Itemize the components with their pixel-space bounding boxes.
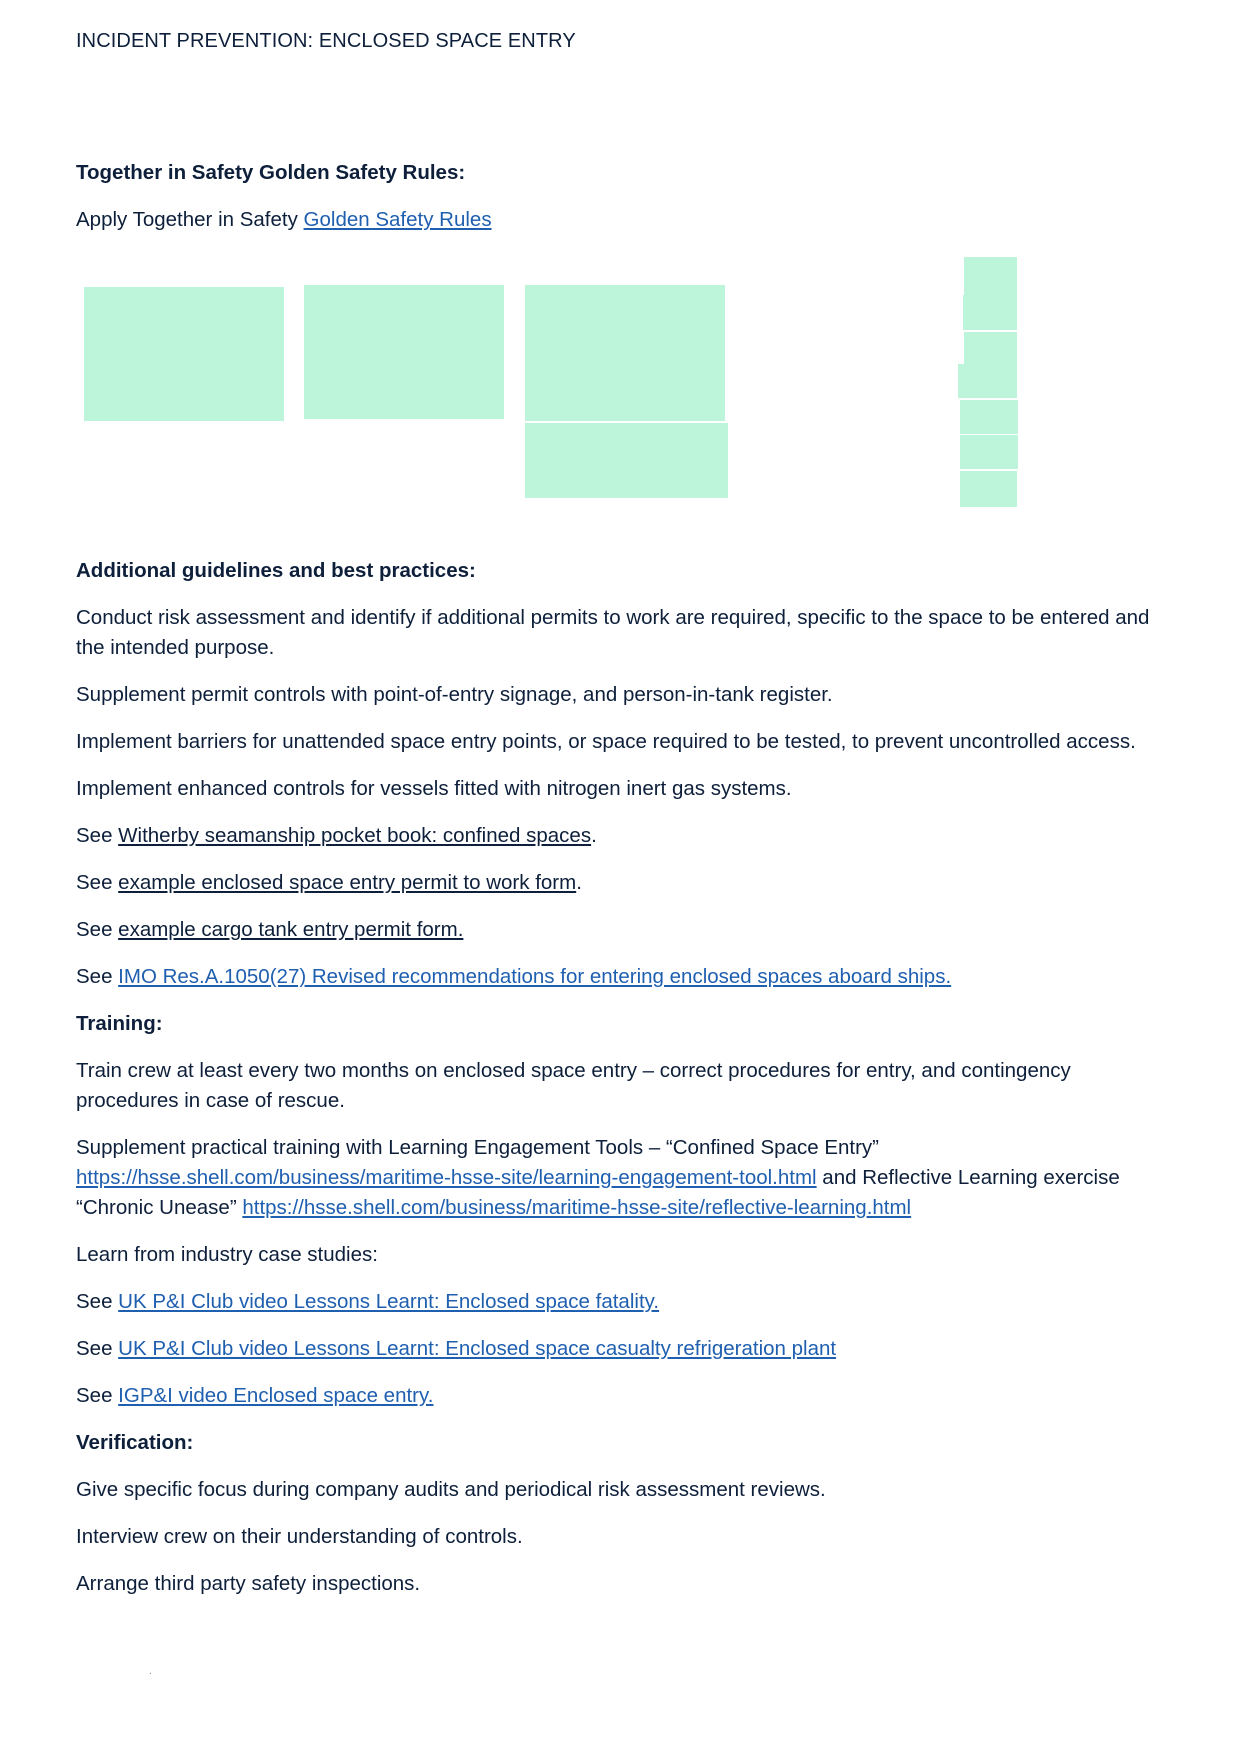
golden-rules-heading: Together in Safety Golden Safety Rules: [76,161,466,184]
icon-stack-tile [963,295,1017,330]
guideline-nitrogen: Implement enhanced controls for vessels fitted with nitrogen inert gas systems. [76,777,792,800]
imo-resolution-link[interactable]: IMO Res.A.1050(27) Revised recommendations for entering enclosed spaces aboard ships. [118,965,952,988]
witherby-link[interactable]: Witherby seamanship pocket book: confined spaces [118,824,592,847]
training-reflective-text: and Reflective Learning exercise “Chronic Unease” [76,1166,1120,1219]
icon-stack-tile [960,435,1018,469]
training-case-studies: Learn from industry case studies: [76,1243,378,1266]
golden-rules-text: Apply Together in Safety [76,208,304,231]
see-imo [76,962,1176,992]
training-frequency: Train crew at least every two months on enclosed space entry – correct procedures for entry, and contingency procedures in case of rescue. [76,1059,1071,1112]
see-label: See [76,871,119,894]
page-header: INCIDENT PREVENTION: ENCLOSED SPACE ENTRY [76,30,576,52]
training-heading: Training: [76,1012,163,1035]
guideline-risk-assessment: Conduct risk assessment and identify if additional permits to work are required, specific to the space to be entered and the intended purpose. [76,606,1150,659]
icon-stack-tile [960,400,1018,434]
icon-stack-tile [960,471,1017,507]
see-label: See [76,1384,119,1407]
period: . [591,824,597,847]
document-body [76,158,1176,1616]
guidelines-heading: Additional guidelines and best practices: [76,559,476,582]
permit-form-link[interactable]: example enclosed space entry permit to work form [118,871,577,894]
see-permit-form [76,868,1176,898]
guideline-barriers: Implement barriers for unattended space entry points, or space required to be tested, to prevent uncontrolled access. [76,730,1136,753]
icon-stack-tile [964,332,1017,364]
golden-rule-image-3 [525,285,725,421]
guideline-permit-controls: Supplement permit controls with point-of-entry signage, and person-in-tank register. [76,683,833,706]
reflective-learning-link[interactable]: https://hsse.shell.com/business/maritime-hsse-site/reflective-learning.html [242,1196,912,1219]
verification-interview: Interview crew on their understanding of controls. [76,1525,523,1548]
learning-engagement-tool-link[interactable]: https://hsse.shell.com/business/maritime-hsse-site/learning-engagement-tool.html [76,1166,817,1189]
see-witherby [76,821,1176,851]
golden-rules-paragraph [76,205,1176,235]
footer-mark: . [149,1666,152,1677]
igpi-video-link[interactable]: IGP&I video Enclosed space entry. [118,1384,434,1407]
see-ukpi-fatality [76,1287,1176,1317]
ukpi-fatality-video-link[interactable]: UK P&I Club video Lessons Learnt: Enclosed space fatality. [118,1290,660,1313]
cargo-tank-permit-link[interactable]: example cargo tank entry permit form. [118,918,464,941]
verification-inspections: Arrange third party safety inspections. [76,1572,421,1595]
see-cargo-tank [76,915,1176,945]
see-ukpi-refrigeration [76,1334,1176,1364]
see-label: See [76,824,119,847]
verification-heading: Verification: [76,1431,194,1454]
golden-safety-rules-link[interactable]: Golden Safety Rules [303,208,492,231]
verification-audits: Give specific focus during company audits and periodical risk assessment reviews. [76,1478,826,1501]
golden-rules-image-row [76,260,1176,538]
see-label: See [76,965,119,988]
icon-stack-tile [958,364,1017,398]
see-label: See [76,918,119,941]
golden-rule-image-1 [84,287,284,421]
golden-rule-image-2 [304,285,504,419]
golden-rule-image-4 [525,423,728,498]
see-label: See [76,1337,119,1360]
ukpi-refrigeration-video-link[interactable]: UK P&I Club video Lessons Learnt: Enclosed space casualty refrigeration plant [118,1337,837,1360]
icon-stack-tile [964,257,1017,295]
see-label: See [76,1290,119,1313]
see-igpi [76,1381,1176,1411]
period: . [576,871,582,894]
training-supplement [76,1133,1176,1223]
training-supplement-text: Supplement practical training with Learning Engagement Tools – “Confined Space Entry” [76,1136,880,1159]
